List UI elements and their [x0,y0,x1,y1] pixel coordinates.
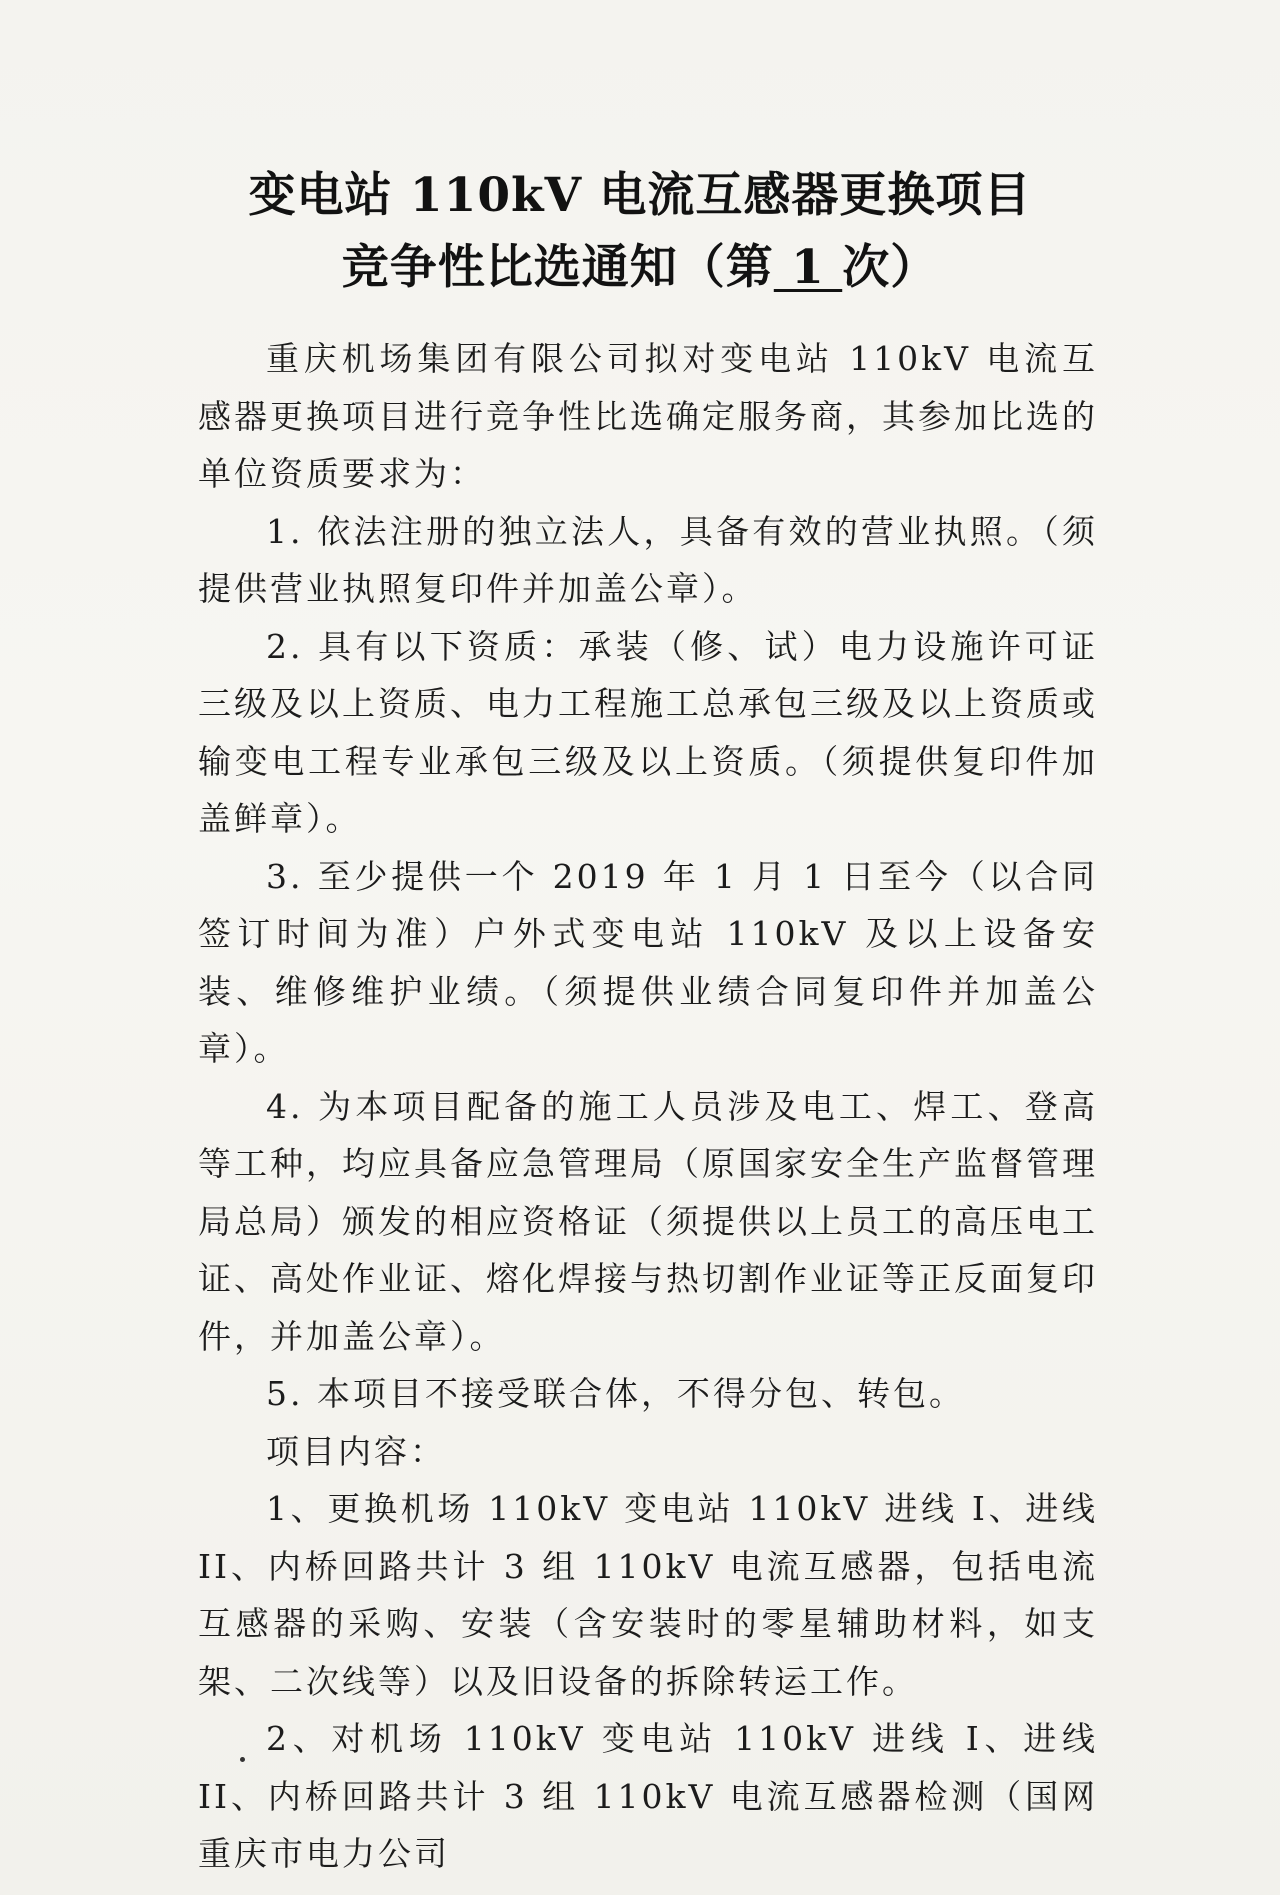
intro-paragraph: 重庆机场集团有限公司拟对变电站 110kV 电流互感器更换项目进行竞争性比选确定服务商，其参加比选的单位资质要求为： [198,339,1098,493]
title-line-2 [0,232,1280,304]
project-item-2: 2、对机场 110kV 变电站 110kV 进线 I、进线 II、内桥回路共计 3 组 110kV 电流互感器检测（国网重庆市电力公司 [198,1719,1098,1873]
requirement-4: 4. 为本项目配备的施工人员涉及电工、焊工、登高等工种，均应具备应急管理局（原国家安全生产监督管理局总局）颁发的相应资格证（须提供以上员工的高压电工证、高处作业证、熔化焊接与热切割作业证等正反面复印件，并加盖公章）。 [198,1086,1098,1356]
project-content-heading: 项目内容： [266,1431,446,1471]
document-title [0,160,1280,304]
notice-number: 1 [773,240,843,295]
title-line-2-prefix: 竞争性比选通知（第 [341,240,774,295]
document-body [198,330,1098,1883]
project-item-1: 1、更换机场 110kV 变电站 110kV 进线 I、进线 II、内桥回路共计 3 组 110kV 电流互感器，包括电流互感器的采购、安装（含安装时的零星辅助材料，如支架、二次线等）以及旧设备的拆除转运工作。 [198,1489,1098,1701]
title-line-1: 变电站 110kV 电流互感器更换项目 [248,168,1032,223]
requirement-1: 1. 依法注册的独立法人，具备有效的营业执照。（须提供营业执照复印件并加盖公章）。 [198,511,1098,608]
requirement-3: 3. 至少提供一个 2019 年 1 月 1 日至今（以合同签订时间为准）户外式变电站 110kV 及以上设备安装、维修维护业绩。（须提供业绩合同复印件并加盖公章）。 [198,856,1098,1068]
ink-speck [240,1757,245,1762]
requirement-2: 2. 具有以下资质：承装（修、试）电力设施许可证三级及以上资质、电力工程施工总承包三级及以上资质或输变电工程专业承包三级及以上资质。（须提供复印件加盖鲜章）。 [198,626,1098,838]
title-line-2-suffix: 次） [842,240,939,295]
requirement-5: 5. 本项目不接受联合体，不得分包、转包。 [266,1374,965,1413]
